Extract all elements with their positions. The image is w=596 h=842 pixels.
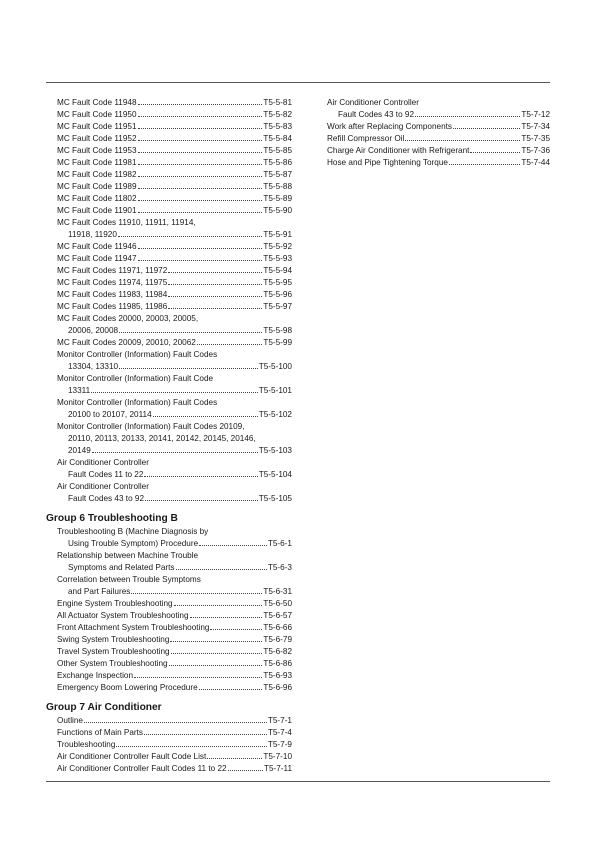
toc-entry-line [57, 493, 292, 505]
toc-entry-line [57, 469, 292, 481]
dot-leader [84, 722, 267, 723]
toc-entry-line [57, 217, 292, 229]
toc-entry[interactable] [46, 481, 292, 505]
toc-entry-line [57, 409, 292, 421]
toc-entry-title: and Part Failures [68, 587, 131, 596]
toc-page-number: T5-5-89 [263, 194, 292, 203]
toc-entry[interactable] [46, 157, 292, 169]
toc-page-number: T5-5-95 [263, 278, 292, 287]
toc-entry-title: Charge Air Conditioner with Refrigerant [327, 146, 470, 155]
toc-entry-line [57, 325, 292, 337]
toc-entry[interactable] [46, 526, 292, 550]
toc-page-number: T5-7-9 [267, 740, 292, 749]
toc-page-number: T5-6-50 [263, 599, 292, 608]
toc-entry-line [57, 121, 292, 133]
toc-entry-line [57, 634, 292, 646]
toc-entry-title: 20149 [68, 446, 91, 455]
toc-page-number: T5-5-85 [263, 146, 292, 155]
toc-page-number: T5-6-57 [263, 611, 292, 620]
toc-entry-title: Refill Compressor Oil [327, 134, 405, 143]
toc-entry-line [57, 481, 292, 493]
toc-page-number: T5-7-35 [521, 134, 550, 143]
toc-entry-line [57, 277, 292, 289]
toc-entry-line [327, 121, 550, 133]
toc-entry[interactable] [46, 205, 292, 217]
toc-entry-title: Other System Troubleshooting [57, 659, 168, 668]
toc-entry-title: Fault Codes 43 to 92 [338, 110, 415, 119]
toc-entry[interactable] [46, 751, 292, 763]
toc-entry[interactable] [46, 313, 292, 337]
toc-entry-line [57, 301, 292, 313]
toc-entry-title: Hose and Pipe Tightening Torque [327, 158, 448, 167]
toc-entry-line [57, 373, 292, 385]
dot-leader [168, 272, 262, 273]
toc-entry[interactable] [46, 301, 292, 313]
toc-entry-title: Monitor Controller (Information) Fault Codes [57, 398, 218, 407]
toc-entry-title: 20110, 20113, 20133, 20141, 20142, 20145, 20146, [68, 434, 256, 443]
dot-leader [138, 152, 263, 153]
toc-entry-title: Outline [57, 716, 83, 725]
toc-entry-title: 20006, 20008 [68, 326, 119, 335]
toc-entry-line [57, 727, 292, 739]
dot-leader [169, 665, 263, 666]
toc-entry-title: Swing System Troubleshooting [57, 635, 170, 644]
toc-entry-title: Air Conditioner Controller Fault Codes 11 to 22 [57, 764, 227, 773]
bottom-rule [46, 781, 550, 782]
toc-left-entries [46, 97, 292, 505]
toc-entry-line [57, 622, 292, 634]
toc-entry[interactable] [46, 265, 292, 277]
toc-entry-line [57, 658, 292, 670]
toc-entry[interactable] [316, 97, 550, 121]
toc-entry[interactable] [46, 181, 292, 193]
toc-page-number: T5-5-81 [263, 98, 292, 107]
toc-entry-line [57, 193, 292, 205]
toc-entry[interactable] [316, 121, 550, 133]
toc-entry-line [327, 133, 550, 145]
toc-entry-line [57, 337, 292, 349]
dot-leader [171, 653, 263, 654]
toc-page-number: T5-7-4 [267, 728, 292, 737]
dot-leader [138, 212, 263, 213]
dot-leader [119, 368, 258, 369]
toc-entry[interactable] [46, 97, 292, 109]
toc-page-number: T5-7-1 [267, 716, 292, 725]
toc-page-number: T5-5-105 [258, 494, 292, 503]
toc-entry-line [57, 433, 292, 445]
toc-entry-title: Troubleshooting B (Machine Diagnosis by [57, 527, 209, 536]
dot-leader [131, 593, 262, 594]
toc-page-number: T5-6-82 [263, 647, 292, 656]
toc-page-number: T5-5-83 [263, 122, 292, 131]
toc-page-number: T5-5-96 [263, 290, 292, 299]
toc-entry[interactable] [46, 349, 292, 373]
toc-page-number: T5-5-87 [263, 170, 292, 179]
toc-entry[interactable] [46, 763, 292, 775]
toc-entry[interactable] [46, 169, 292, 181]
toc-entry-line [57, 538, 292, 550]
toc-page-number: T5-5-102 [258, 410, 292, 419]
dot-leader [207, 758, 262, 759]
toc-entry-title: Travel System Troubleshooting [57, 647, 170, 656]
toc-entry[interactable] [46, 421, 292, 457]
toc-entry[interactable] [46, 658, 292, 670]
toc-entry-line [57, 385, 292, 397]
toc-entry-line [57, 562, 292, 574]
toc-page-number: T5-5-97 [263, 302, 292, 311]
toc-entry[interactable] [46, 217, 292, 241]
toc-page-number: T5-6-86 [263, 659, 292, 668]
toc-page-number: T5-7-12 [521, 110, 550, 119]
dot-leader [138, 176, 263, 177]
toc-entry-line [57, 253, 292, 265]
toc-entry-line [57, 145, 292, 157]
dot-leader [138, 260, 263, 261]
toc-page-number: T5-5-91 [263, 230, 292, 239]
toc-entry-title: 13311 [68, 386, 91, 395]
dot-leader [144, 476, 257, 477]
toc-entry-line [57, 715, 292, 727]
toc-entry-line [57, 763, 292, 775]
toc-entry[interactable] [46, 397, 292, 421]
toc-entry-line [57, 361, 292, 373]
toc-entry-title: Monitor Controller (Information) Fault Codes 20109, [57, 422, 245, 431]
toc-entry-title: Fault Codes 11 to 22 [68, 470, 144, 479]
toc-entry-title: MC Fault Code 11948 [57, 98, 137, 107]
toc-entry-title: Troubleshooting [57, 740, 116, 749]
toc-entry-title: 13304, 13310 [68, 362, 119, 371]
toc-entry-line [327, 97, 550, 109]
toc-entry-title: MC Fault Codes 11974, 11975 [57, 278, 168, 287]
dot-leader [168, 284, 262, 285]
dot-leader [145, 500, 258, 501]
toc-entry[interactable] [46, 682, 292, 694]
toc-entry-line [57, 349, 292, 361]
toc-entry[interactable] [46, 550, 292, 574]
toc-entry-title: Symptoms and Related Parts [68, 563, 175, 572]
toc-entry[interactable] [46, 121, 292, 133]
dot-leader [138, 200, 263, 201]
toc-entry[interactable] [46, 145, 292, 157]
toc-left-column [46, 97, 292, 775]
toc-entry-line [57, 169, 292, 181]
toc-entry-line [57, 646, 292, 658]
toc-entry-title: Emergency Boom Lowering Procedure [57, 683, 198, 692]
dot-leader [415, 116, 520, 117]
toc-entry[interactable] [316, 133, 550, 145]
toc-entry[interactable] [46, 277, 292, 289]
toc-entry-line [327, 109, 550, 121]
dot-leader [144, 734, 267, 735]
group-heading: Group 7 Air Conditioner [46, 702, 162, 713]
toc-entry-title: Correlation between Trouble Symptoms [57, 575, 201, 584]
toc-left-groups [46, 512, 292, 775]
dot-leader [210, 629, 262, 630]
toc-entry-title: Air Conditioner Controller [327, 98, 419, 107]
dot-leader [138, 164, 263, 165]
toc-page-number: T5-6-31 [263, 587, 292, 596]
toc-entry[interactable] [46, 373, 292, 397]
dot-leader [190, 617, 263, 618]
toc-entry[interactable] [46, 598, 292, 610]
dot-leader [197, 344, 263, 345]
toc-page-number: T5-5-88 [263, 182, 292, 191]
toc-entry-line [57, 445, 292, 457]
dot-leader [138, 248, 263, 249]
toc-entry-title: MC Fault Codes 11983, 11984 [57, 290, 168, 299]
toc-entry-title: MC Fault Code 11950 [57, 110, 137, 119]
toc-page-number: T5-5-92 [263, 242, 292, 251]
toc-entry[interactable] [46, 253, 292, 265]
toc-page-number: T5-6-96 [263, 683, 292, 692]
toc-entry[interactable] [46, 337, 292, 349]
dot-leader [118, 236, 262, 237]
toc-entry-line [57, 205, 292, 217]
toc-page-number: T5-5-93 [263, 254, 292, 263]
toc-entry-title: Using Trouble Symptom) Procedure [68, 539, 199, 548]
toc-entry-title: Air Conditioner Controller [57, 482, 149, 491]
toc-entry-title: Front Attachment System Troubleshooting [57, 623, 210, 632]
toc-entry-title: MC Fault Codes 11971, 11972 [57, 266, 168, 275]
toc-entry-title: Relationship between Machine Trouble [57, 551, 199, 560]
toc-entry-title: MC Fault Codes 11985, 11986 [57, 302, 168, 311]
dot-leader [138, 188, 263, 189]
toc-entry-title: All Actuator System Troubleshooting [57, 611, 189, 620]
toc-entry[interactable] [316, 157, 550, 169]
toc-entry[interactable] [46, 289, 292, 301]
dot-leader [405, 140, 520, 141]
toc-entry-title: 20100 to 20107, 20114 [68, 410, 152, 419]
toc-entry[interactable] [46, 109, 292, 121]
toc-right-entries [316, 97, 550, 169]
dot-leader [134, 677, 262, 678]
dot-leader [138, 116, 263, 117]
group-entries [46, 715, 292, 775]
toc-page-number: T5-6-93 [263, 671, 292, 680]
toc-page-number: T5-5-101 [258, 386, 292, 395]
toc-entry[interactable] [46, 241, 292, 253]
toc-entry[interactable] [46, 715, 292, 727]
toc-page-number: T5-5-98 [263, 326, 292, 335]
toc-entry-title: Functions of Main Parts [57, 728, 144, 737]
toc-entry[interactable] [46, 634, 292, 646]
toc-page-number: T5-6-3 [267, 563, 292, 572]
dot-leader [453, 128, 520, 129]
toc-entry-line [57, 526, 292, 538]
toc-entry-title: MC Fault Code 11947 [57, 254, 137, 263]
toc-entry-line [57, 265, 292, 277]
toc-entry-line [57, 133, 292, 145]
toc-page-number: T5-5-104 [258, 470, 292, 479]
toc-entry-line [57, 574, 292, 586]
dot-leader [168, 308, 262, 309]
toc-entry-line [57, 739, 292, 751]
toc-entry-line [57, 550, 292, 562]
toc-entry[interactable] [46, 610, 292, 622]
top-rule [46, 82, 550, 83]
toc-entry-title: Monitor Controller (Information) Fault Codes [57, 350, 218, 359]
toc-entry-title: Exchange Inspection [57, 671, 134, 680]
dot-leader [119, 332, 262, 333]
toc-entry-title: MC Fault Code 11953 [57, 146, 137, 155]
toc-entry-title: Engine System Troubleshooting [57, 599, 173, 608]
toc-entry-title: MC Fault Code 11989 [57, 182, 137, 191]
toc-entry-line [57, 610, 292, 622]
toc-entry-line [57, 397, 292, 409]
toc-page-number: T5-5-94 [263, 266, 292, 275]
toc-entry[interactable] [46, 622, 292, 634]
dot-leader [91, 392, 258, 393]
toc-page-number: T5-6-66 [263, 623, 292, 632]
toc-entry-line [57, 109, 292, 121]
toc-entry-line [57, 241, 292, 253]
toc-entry[interactable] [46, 727, 292, 739]
toc-entry-title: MC Fault Code 11802 [57, 194, 137, 203]
toc-page-number: T5-5-90 [263, 206, 292, 215]
toc-entry-line [327, 145, 550, 157]
toc-entry-line [57, 670, 292, 682]
toc-page-number: T5-5-103 [258, 446, 292, 455]
group-heading: Group 6 Troubleshooting B [46, 513, 178, 524]
toc-entry-line [57, 751, 292, 763]
toc-entry-title: Monitor Controller (Information) Fault Code [57, 374, 214, 383]
toc-entry-title: 11918, 11920 [68, 230, 117, 239]
toc-entry-title: Air Conditioner Controller Fault Code List [57, 752, 207, 761]
toc-entry-title: MC Fault Code 11946 [57, 242, 137, 251]
toc-entry-title: Work after Replacing Components [327, 122, 452, 131]
toc-page-number: T5-7-44 [521, 158, 550, 167]
toc-entry[interactable] [46, 670, 292, 682]
toc-entry-line [57, 157, 292, 169]
toc-entry[interactable] [46, 646, 292, 658]
dot-leader [199, 545, 267, 546]
toc-page-number: T5-7-36 [521, 146, 550, 155]
toc-entry-line [57, 313, 292, 325]
dot-leader [470, 152, 520, 153]
toc-entry-title: MC Fault Codes 11910, 11911, 11914, [57, 218, 196, 227]
toc-entry[interactable] [46, 193, 292, 205]
toc-entry-line [57, 682, 292, 694]
dot-leader [138, 104, 263, 105]
toc-entry[interactable] [46, 133, 292, 145]
dot-leader [92, 452, 258, 453]
toc-page-number: T5-5-99 [263, 338, 292, 347]
group-entries [46, 526, 292, 694]
toc-entry[interactable] [46, 457, 292, 481]
dot-leader [228, 770, 263, 771]
toc-entry-title: MC Fault Codes 20000, 20003, 20005, [57, 314, 199, 323]
toc-page-number: T5-7-10 [263, 752, 292, 761]
toc-page-number: T5-5-100 [258, 362, 292, 371]
dot-leader [199, 689, 263, 690]
dot-leader [138, 128, 263, 129]
toc-entry-title: MC Fault Code 11982 [57, 170, 137, 179]
toc-entry[interactable] [316, 145, 550, 157]
dot-leader [168, 296, 262, 297]
toc-entry-title: Fault Codes 43 to 92 [68, 494, 145, 503]
toc-entry-line [57, 229, 292, 241]
toc-entry-line [57, 97, 292, 109]
toc-entry-line [57, 598, 292, 610]
toc-entry-line [57, 457, 292, 469]
toc-entry-title: MC Fault Codes 20009, 20010, 20062 [57, 338, 196, 347]
toc-entry-title: MC Fault Code 11901 [57, 206, 137, 215]
toc-page-number: T5-6-1 [267, 539, 292, 548]
toc-entry-line [57, 586, 292, 598]
toc-page-number: T5-5-84 [263, 134, 292, 143]
toc-entry[interactable] [46, 574, 292, 598]
toc-page-number: T5-5-86 [263, 158, 292, 167]
dot-leader [153, 416, 258, 417]
dot-leader [449, 164, 520, 165]
dot-leader [176, 569, 267, 570]
toc-page-number: T5-7-34 [521, 122, 550, 131]
toc-page-number: T5-7-11 [263, 764, 292, 773]
toc-entry-title: MC Fault Code 11981 [57, 158, 137, 167]
dot-leader [170, 641, 262, 642]
toc-entry-title: MC Fault Code 11952 [57, 134, 137, 143]
toc-entry-title: MC Fault Code 11951 [57, 122, 137, 131]
toc-entry[interactable] [46, 739, 292, 751]
toc-entry-line [57, 421, 292, 433]
toc-right-column [316, 97, 550, 169]
toc-entry-line [327, 157, 550, 169]
toc-entry-line [57, 181, 292, 193]
toc-page-number: T5-6-79 [263, 635, 292, 644]
dot-leader [138, 140, 263, 141]
toc-entry-line [57, 289, 292, 301]
dot-leader [174, 605, 263, 606]
toc-page-number: T5-5-82 [263, 110, 292, 119]
toc-entry-title: Air Conditioner Controller [57, 458, 149, 467]
dot-leader [116, 746, 266, 747]
